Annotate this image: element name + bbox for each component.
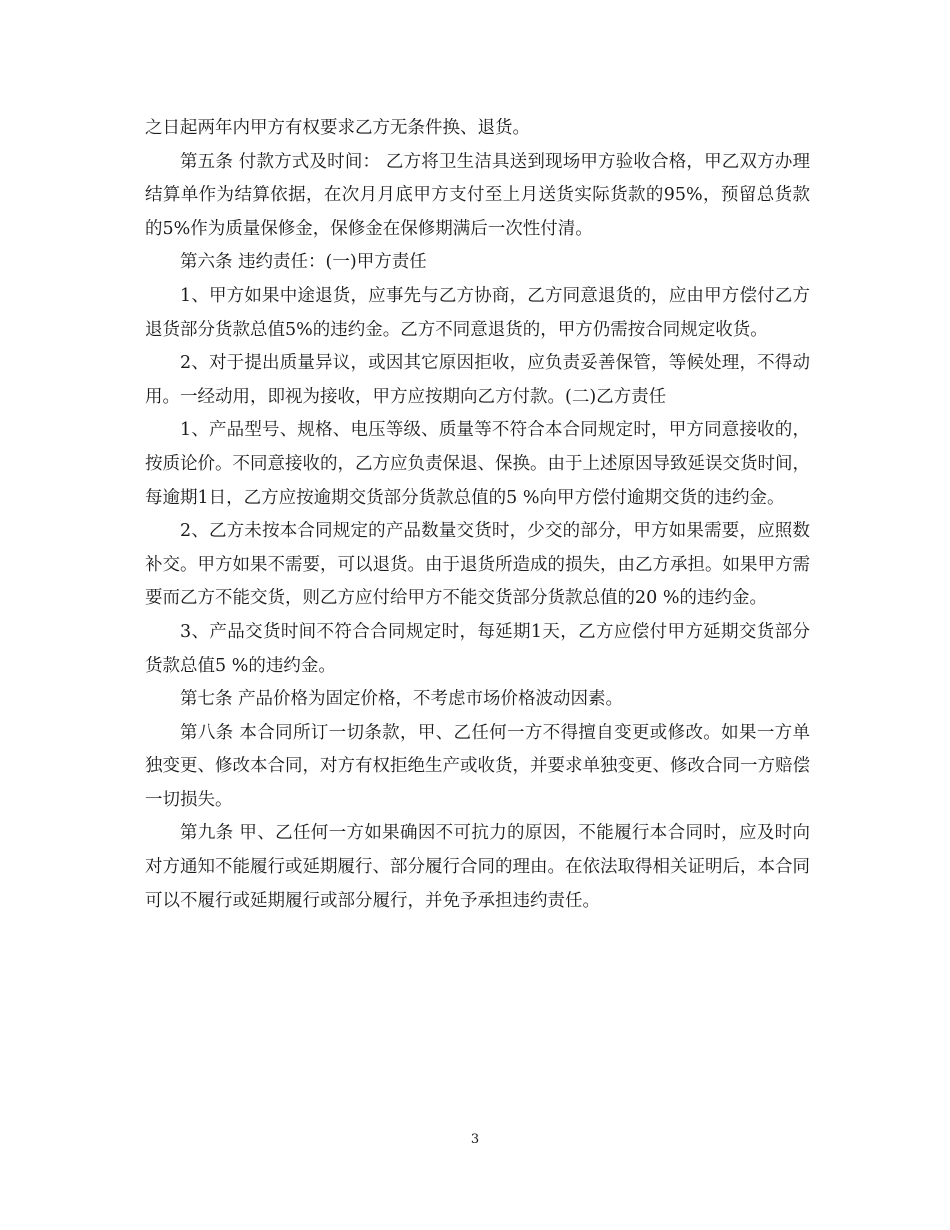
paragraph-9: 第七条 产品价格为固定价格，不考虑市场价格波动因素。 — [180, 689, 624, 710]
paragraph-4: 1、甲方如果中途退货，应事先与乙方协商，乙方同意退货的，应由甲方偿付乙方退货部分货款总值5%的违约金。乙方不同意退货的，甲方仍需按合同规定收货。 — [145, 285, 810, 340]
page-number: 3 — [470, 1132, 480, 1147]
paragraph-1: 之日起两年内甲方有权要求乙方无条件换、退货。 — [145, 118, 530, 138]
paragraph-3: 第六条 违约责任：(一)甲方责任 — [180, 252, 427, 273]
document-body — [145, 112, 810, 918]
paragraph-6: 1、产品型号、规格、电压等级、质量等不符合本合同规定时，甲方同意接收的，按质论价。不同意接收的，乙方应负责保退、保换。由于上述原因导致延误交货时间，每逾期1日，乙方应按逾期交货部分货款总值的5 %向甲方偿付逾期交货的违约金。 — [145, 420, 810, 508]
paragraph-2: 第五条 付款方式及时间： 乙方将卫生洁具送到现场甲方验收合格，甲乙双方办理结算单作为结算依据，在次月月底甲方支付至上月送货实际货款的95%，预留总货款的5%作为质量保修金，保修金在保修期满后一次性付清。 — [145, 151, 810, 239]
paragraph-8: 3、产品交货时间不符合合同规定时，每延期1天，乙方应偿付甲方延期交货部分货款总值5 %的违约金。 — [145, 621, 810, 676]
paragraph-11: 第九条 甲、乙任何一方如果确因不可抗力的原因，不能履行本合同时，应及时向对方通知不能履行或延期履行、部分履行合同的理由。在依法取得相关证明后，本合同可以不履行或延期履行或部分履行，并免予承担违约责任。 — [145, 823, 810, 911]
paragraph-10: 第八条 本合同所订一切条款，甲、乙任何一方不得擅自变更或修改。如果一方单独变更、修改本合同，对方有权拒绝生产或收货，并要求单独变更、修改合同一方赔偿一切损失。 — [145, 722, 810, 810]
paragraph-5: 2、对于提出质量异议，或因其它原因拒收，应负责妥善保管，等候处理，不得动用。一经动用，即视为接收，甲方应按期向乙方付款。(二)乙方责任 — [145, 353, 810, 407]
paragraph-7: 2、乙方未按本合同规定的产品数量交货时，少交的部分，甲方如果需要，应照数补交。甲方如果不需要，可以退货。由于退货所造成的损失，由乙方承担。如果甲方需要而乙方不能交货，则乙方应付给甲方不能交货部分货款总值的20 %的违约金。 — [145, 521, 810, 609]
